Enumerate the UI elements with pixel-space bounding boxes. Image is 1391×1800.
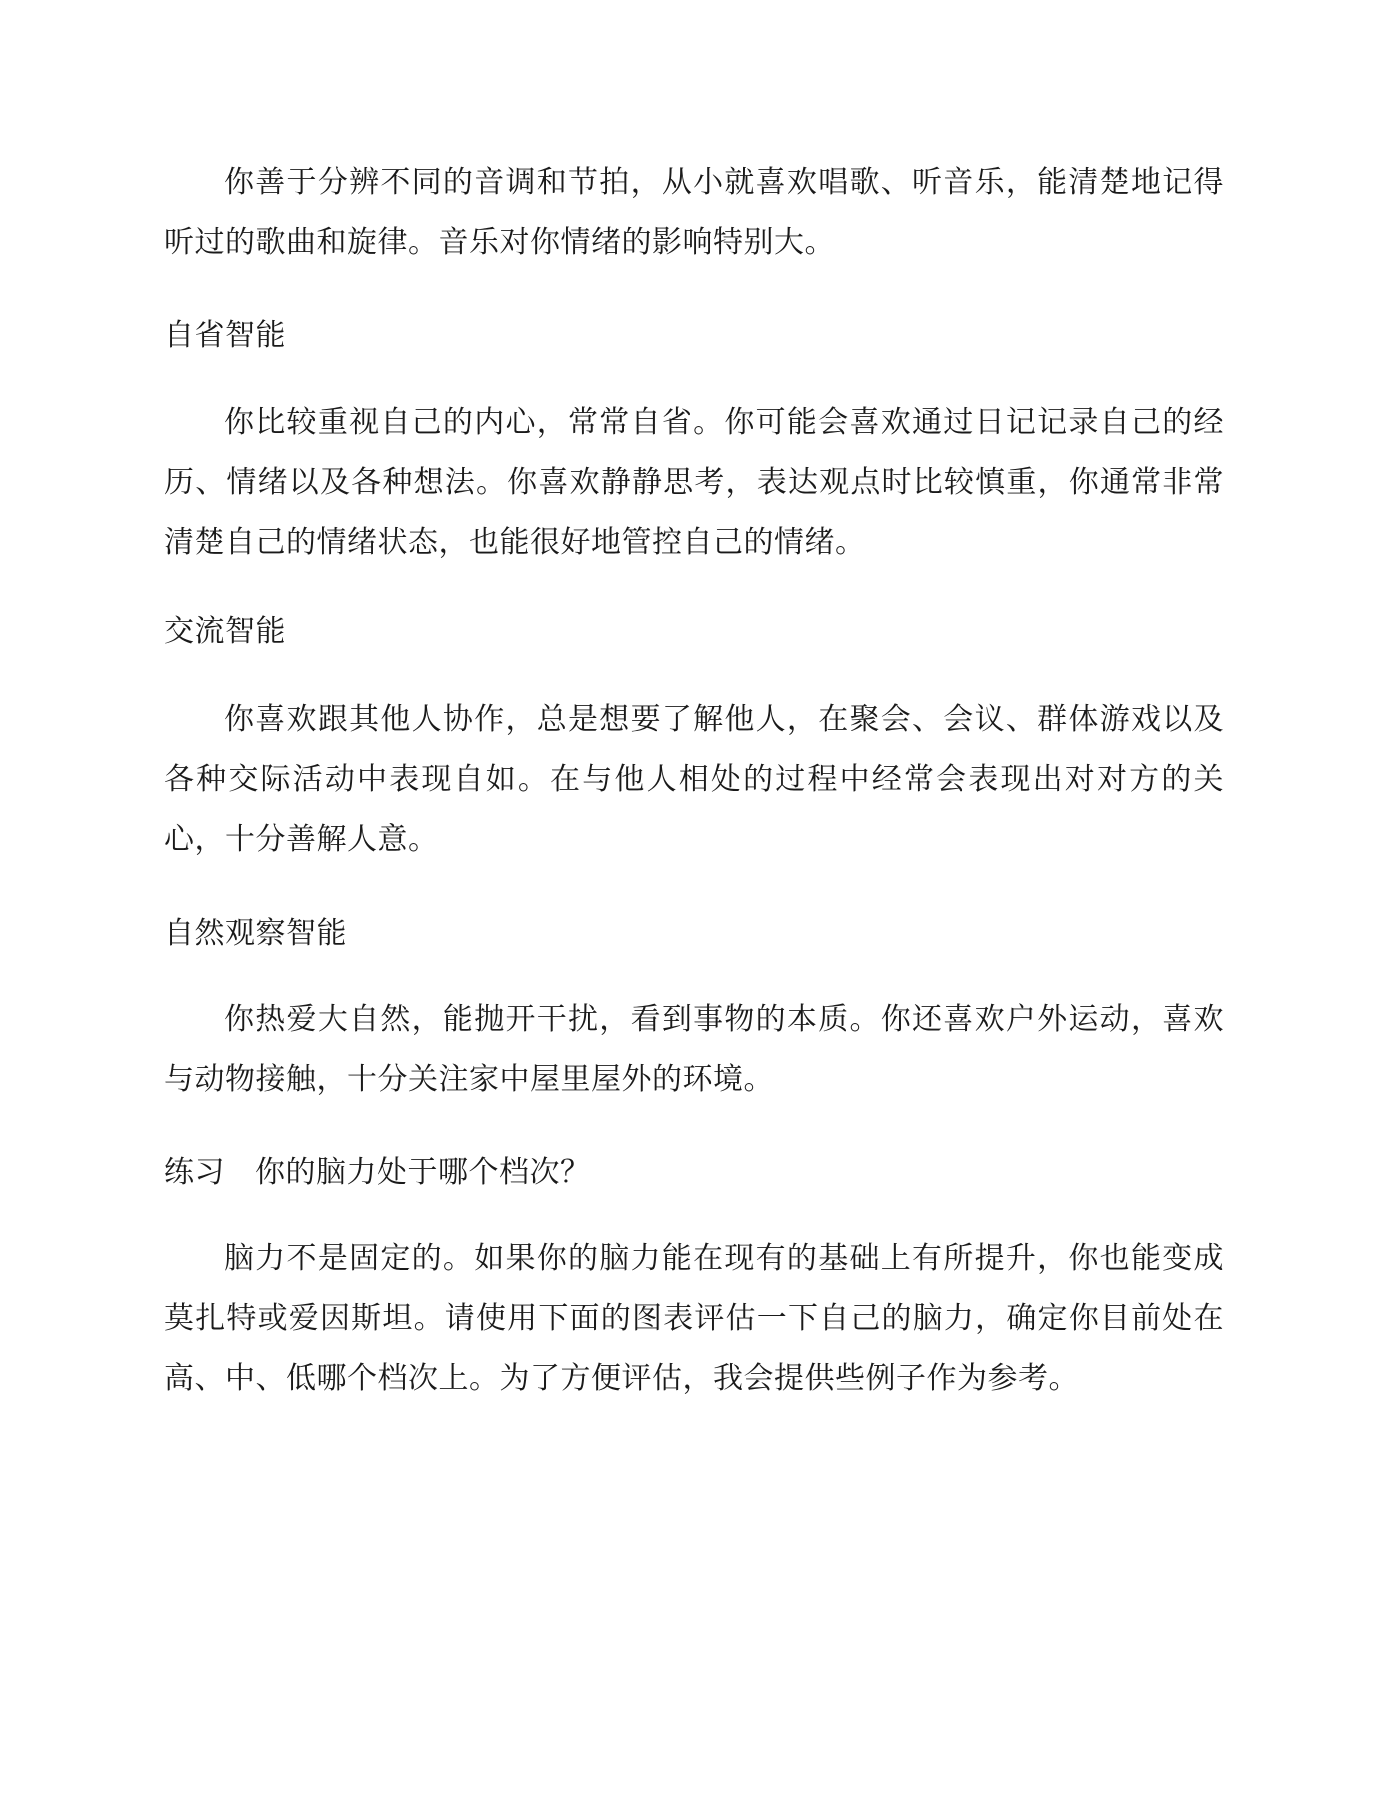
exercise-title: 你的脑力处于哪个档次？: [255, 1155, 591, 1190]
paragraph-interpersonal-intelligence: 你喜欢跟其他人协作，总是想要了解他人，在聚会、会议、群体游戏以及各种交际活动中表现自如。在与他人相处的过程中经常会表现出对对方的关心，十分善解人意。: [164, 702, 1224, 857]
exercise-label: 练习: [164, 1155, 225, 1190]
heading-exercise: [164, 1153, 1224, 1193]
heading-interpersonal-intelligence: 交流智能: [164, 614, 286, 649]
heading-introspective-intelligence: 自省智能: [164, 318, 286, 353]
paragraph-exercise-intro: 脑力不是固定的。如果你的脑力能在现有的基础上有所提升，你也能变成莫扎特或爱因斯坦。请使用下面的图表评估一下自己的脑力，确定你目前处在高、中、低哪个档次上。为了方便评估，我会提供些例子作为参考。: [164, 1241, 1224, 1396]
heading-naturalist-intelligence: 自然观察智能: [164, 916, 347, 951]
paragraph-musical-intelligence: 你善于分辨不同的音调和节拍，从小就喜欢唱歌、听音乐，能清楚地记得听过的歌曲和旋律。音乐对你情绪的影响特别大。: [164, 165, 1224, 260]
paragraph-introspective-intelligence: 你比较重视自己的内心，常常自省。你可能会喜欢通过日记记录自己的经历、情绪以及各种想法。你喜欢静静思考，表达观点时比较慎重，你通常非常清楚自己的情绪状态，也能很好地管控自己的情绪。: [164, 405, 1224, 560]
paragraph-naturalist-intelligence: 你热爱大自然，能抛开干扰，看到事物的本质。你还喜欢户外运动，喜欢与动物接触，十分关注家中屋里屋外的环境。: [164, 1002, 1224, 1097]
